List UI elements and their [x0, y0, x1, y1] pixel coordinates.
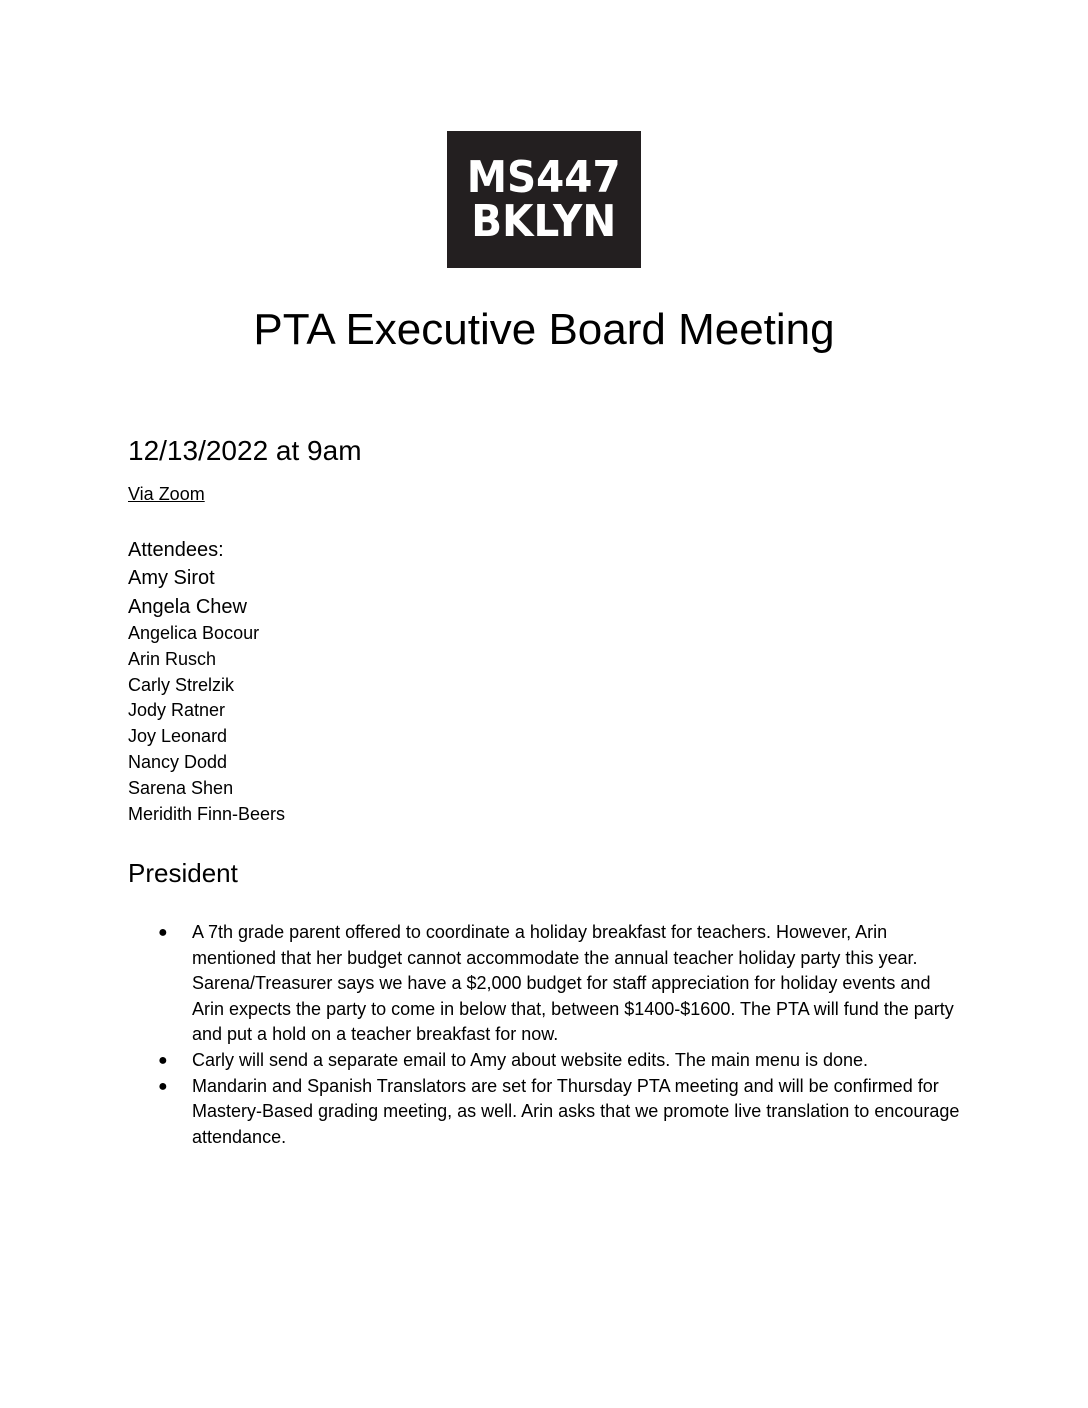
attendee: Jody Ratner	[128, 700, 226, 721]
school-logo	[447, 131, 641, 268]
list-item-text: A 7th grade parent offered to coordinate a holiday breakfast for teachers. However, Arin mentioned that her budget cannot accommodate the annual teacher holiday party this year. Sarena/Treasurer says we have a $2,000 budget for staff appreciation for holiday events and Arin expects the party to come in below that, between $1400-$1600. The PTA will fund the party and put a hold on a teacher breakfast for now.	[192, 922, 954, 1045]
attendee: Carly Strelzik	[128, 674, 235, 695]
bullet-icon: ●	[158, 1051, 168, 1069]
document-title: PTA Executive Board Meeting	[253, 305, 835, 354]
zoom-link[interactable]: Via Zoom	[128, 484, 205, 504]
attendees-list	[128, 564, 285, 827]
list-item-text: Carly will send a separate email to Amy about website edits. The main menu is done.	[192, 1049, 869, 1070]
list-item	[158, 920, 962, 1048]
attendee: Sarena Shen	[128, 777, 234, 798]
attendee: Angelica Bocour	[128, 623, 260, 643]
attendee: Joy Leonard	[128, 726, 228, 747]
attendee: Meridith Finn-Beers	[128, 803, 286, 824]
bullet-icon: ●	[158, 924, 168, 941]
bullet-icon: ●	[158, 1077, 168, 1095]
list-item-text: Mandarin and Spanish Translators are set for Thursday PTA meeting and will be confirmed for Mastery-Based grading meeting, as well. Arin asks that we promote live translation to encourage attendance.	[192, 1075, 960, 1147]
attendee: Angela Chew	[128, 595, 247, 618]
attendee: Amy Sirot	[128, 567, 215, 589]
list-item	[158, 1074, 962, 1151]
logo-line-1: MS447	[467, 151, 621, 203]
section-heading-president: President	[128, 858, 238, 888]
president-notes-list	[158, 920, 962, 1150]
attendee: Nancy Dodd	[128, 751, 228, 772]
attendees-label: Attendees:	[128, 539, 224, 561]
meeting-date: 12/13/2022 at 9am	[128, 435, 362, 466]
logo-line-2: BKLYN	[471, 195, 617, 247]
attendee: Arin Rusch	[128, 648, 217, 669]
list-item	[158, 1048, 962, 1074]
